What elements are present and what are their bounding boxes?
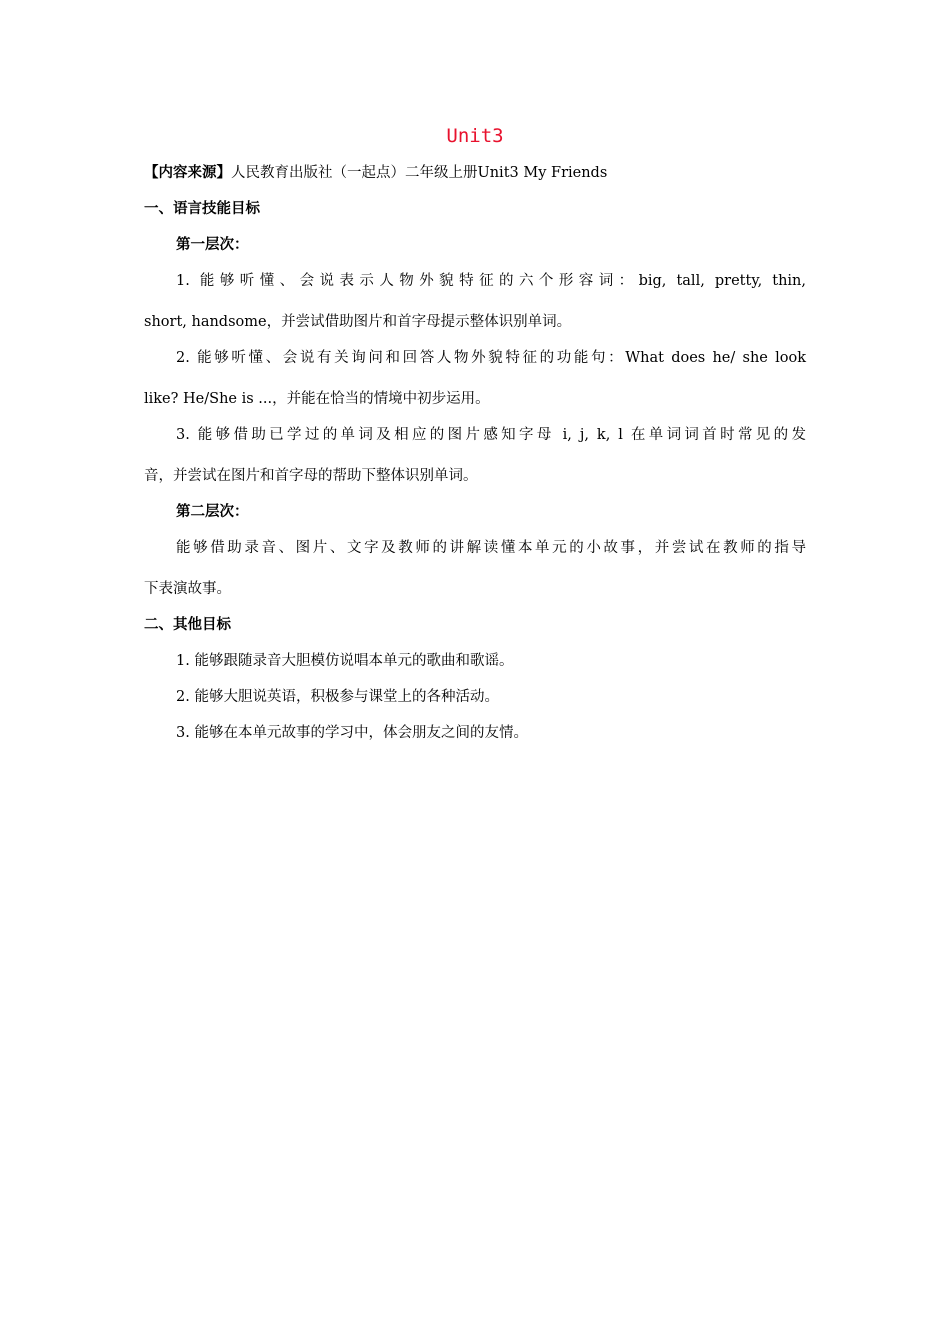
document-title: Unit3: [446, 125, 504, 147]
section2-item1: 1. 能够跟随录音大胆模仿说唱本单元的歌曲和歌谣。: [176, 653, 514, 669]
level2-line1: 能够借助录音、图片、文字及教师的讲解读懂本单元的小故事，并尝试在教师的指导: [176, 540, 806, 556]
section2-item3: 3. 能够在本单元故事的学习中，体会朋友之间的友情。: [176, 725, 528, 741]
level1-item1-line2: short, handsome，并尝试借助图片和首字母提示整体识别单词。: [144, 314, 572, 330]
section1-heading: 一、语言技能目标: [144, 201, 260, 217]
level1-item1-line1: 1. 能够听懂、会说表示人物外貌特征的六个形容词：big, tall, pretty, thin,: [176, 273, 806, 289]
level2-line2: 下表演故事。: [144, 581, 231, 597]
level2-heading: 第二层次：: [176, 504, 249, 520]
section2-item2: 2. 能够大胆说英语，积极参与课堂上的各种活动。: [176, 689, 499, 705]
section2-heading: 二、其他目标: [144, 617, 231, 633]
level1-heading: 第一层次：: [176, 237, 249, 253]
level1-item2-line1: 2. 能够听懂、会说有关询问和回答人物外貌特征的功能句：What does he/ she look: [176, 350, 806, 366]
content-source-label: 【内容来源】: [144, 165, 231, 181]
level1-item2-line2: like? He/She is ...，并能在恰当的情境中初步运用。: [144, 391, 490, 407]
level1-item3-line2: 音，并尝试在图片和首字母的帮助下整体识别单词。: [144, 468, 478, 484]
level1-item3-line1: 3. 能够借助已学过的单词及相应的图片感知字母 i, j, k, l 在单词词首时常见的发: [176, 427, 806, 443]
content-source-text: 人民教育出版社（一起点）二年级上册Unit3 My Friends: [231, 165, 608, 181]
content-source-line: [144, 163, 607, 183]
